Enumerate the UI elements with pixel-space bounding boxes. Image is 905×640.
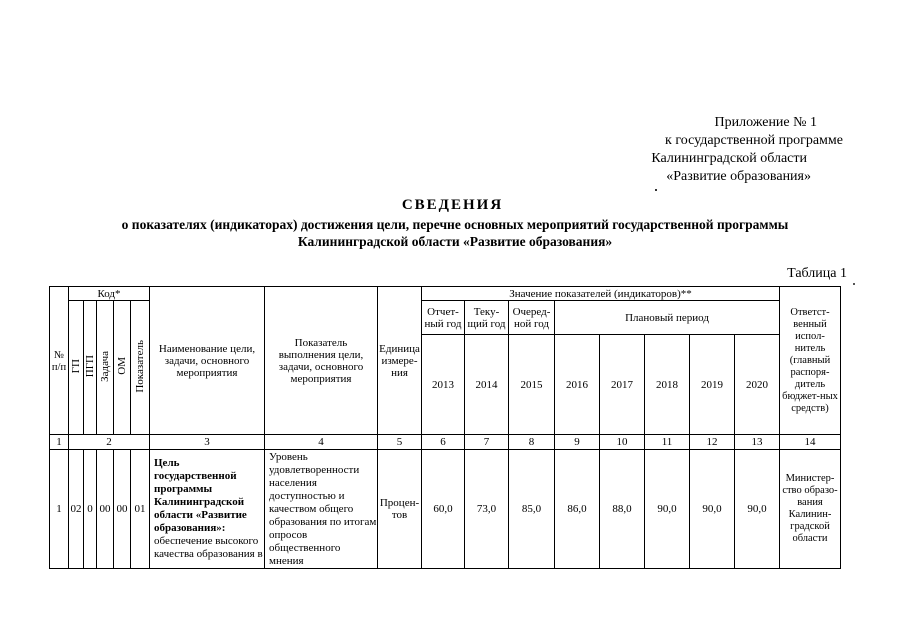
document-subtitle xyxy=(60,216,850,250)
col-num-2: 2 xyxy=(69,435,150,450)
col-num-1: 1 xyxy=(50,435,69,450)
row-gp: 02 xyxy=(69,450,84,569)
appendix-line3: Калининградской области xyxy=(651,151,807,166)
row-value-2017: 88,0 xyxy=(600,450,645,569)
row-goal xyxy=(150,450,265,569)
margin-mark xyxy=(853,283,855,285)
header-name: Наименование цели, задачи, основного мероприятия xyxy=(150,287,265,435)
row-value-2019: 90,0 xyxy=(690,450,735,569)
header-values: Значение показателей (индикаторов)** xyxy=(422,287,780,301)
row-value-2016: 86,0 xyxy=(555,450,600,569)
row-value-2020: 90,0 xyxy=(735,450,780,569)
col-num-10: 10 xyxy=(600,435,645,450)
col-num-9: 9 xyxy=(555,435,600,450)
row-indicator: Уровень удовлетворенности населения доступностью и качеством общего образования по итогам опросов общественного мнения xyxy=(265,450,378,569)
row-task: 00 xyxy=(97,450,114,569)
row-unit: Процен-тов xyxy=(378,450,422,569)
row-value-2015: 85,0 xyxy=(509,450,555,569)
table-label: Таблица 1 xyxy=(787,266,847,281)
col-num-14: 14 xyxy=(780,435,841,450)
year-2019: 2019 xyxy=(690,335,735,435)
col-num-13: 13 xyxy=(735,435,780,450)
header-plan-period: Плановый период xyxy=(555,301,780,335)
row-om: 00 xyxy=(114,450,131,569)
row-goal-text: обеспечение высокого качества образования в xyxy=(154,535,263,560)
row-responsible: Министер-ство образо-вания Калинин-градской области xyxy=(780,450,841,569)
appendix-line2: к государственной программе xyxy=(665,133,843,148)
header-indicator: Показатель выполнения цели, задачи, основного мероприятия xyxy=(265,287,378,435)
header-responsible: Ответст-венный испол-нитель (главный распоря-дитель бюджет-ных средств) xyxy=(780,287,841,435)
year-2014: 2014 xyxy=(465,335,509,435)
row-value-2014: 73,0 xyxy=(465,450,509,569)
col-num-3: 3 xyxy=(150,435,265,450)
col-num-12: 12 xyxy=(690,435,735,450)
document-title: СВЕДЕНИЯ xyxy=(401,197,504,213)
subtitle-line1: о показателях (индикаторах) достижения цели, перечне основных мероприятий государственной программы xyxy=(121,217,789,232)
year-2015: 2015 xyxy=(509,335,555,435)
subtitle-line2: Калининградской области «Развитие образования» xyxy=(297,234,613,249)
header-current-year: Теку-щий год xyxy=(465,301,509,335)
row-goal-title: Цель государственной программы Калининградской области «Развитие образования»: xyxy=(154,457,247,534)
row-value-2018: 90,0 xyxy=(645,450,690,569)
col-num-5: 5 xyxy=(378,435,422,450)
year-2018: 2018 xyxy=(645,335,690,435)
code-indicator: Показатель xyxy=(131,301,150,435)
indicators-table xyxy=(49,286,841,569)
year-2013: 2013 xyxy=(422,335,465,435)
header-report-year: Отчет-ный год xyxy=(422,301,465,335)
appendix-line1: Приложение № 1 xyxy=(714,115,817,130)
year-2020: 2020 xyxy=(735,335,780,435)
row-num: 1 xyxy=(50,450,69,569)
row-value-2013: 60,0 xyxy=(422,450,465,569)
col-num-4: 4 xyxy=(265,435,378,450)
year-2017: 2017 xyxy=(600,335,645,435)
col-num-8: 8 xyxy=(509,435,555,450)
year-2016: 2016 xyxy=(555,335,600,435)
header-next-year: Очеред-ной год xyxy=(509,301,555,335)
code-pgp: ПГП xyxy=(84,301,97,435)
col-num-6: 6 xyxy=(422,435,465,450)
col-num-11: 11 xyxy=(645,435,690,450)
column-numbers-row xyxy=(50,435,841,450)
code-task: Задача xyxy=(97,301,114,435)
row-indicator-code: 01 xyxy=(131,450,150,569)
appendix-block xyxy=(613,114,843,186)
row-pgp: 0 xyxy=(84,450,97,569)
appendix-line4: «Развитие образования» xyxy=(666,169,811,184)
col-num-7: 7 xyxy=(465,435,509,450)
header-num: № п/п xyxy=(50,287,69,435)
code-om: ОМ xyxy=(114,301,131,435)
code-gp: ГП xyxy=(69,301,84,435)
stray-dot xyxy=(655,189,657,191)
table-row xyxy=(50,450,841,569)
header-code: Код* xyxy=(69,287,150,301)
header-unit: Единица измере-ния xyxy=(378,287,422,435)
